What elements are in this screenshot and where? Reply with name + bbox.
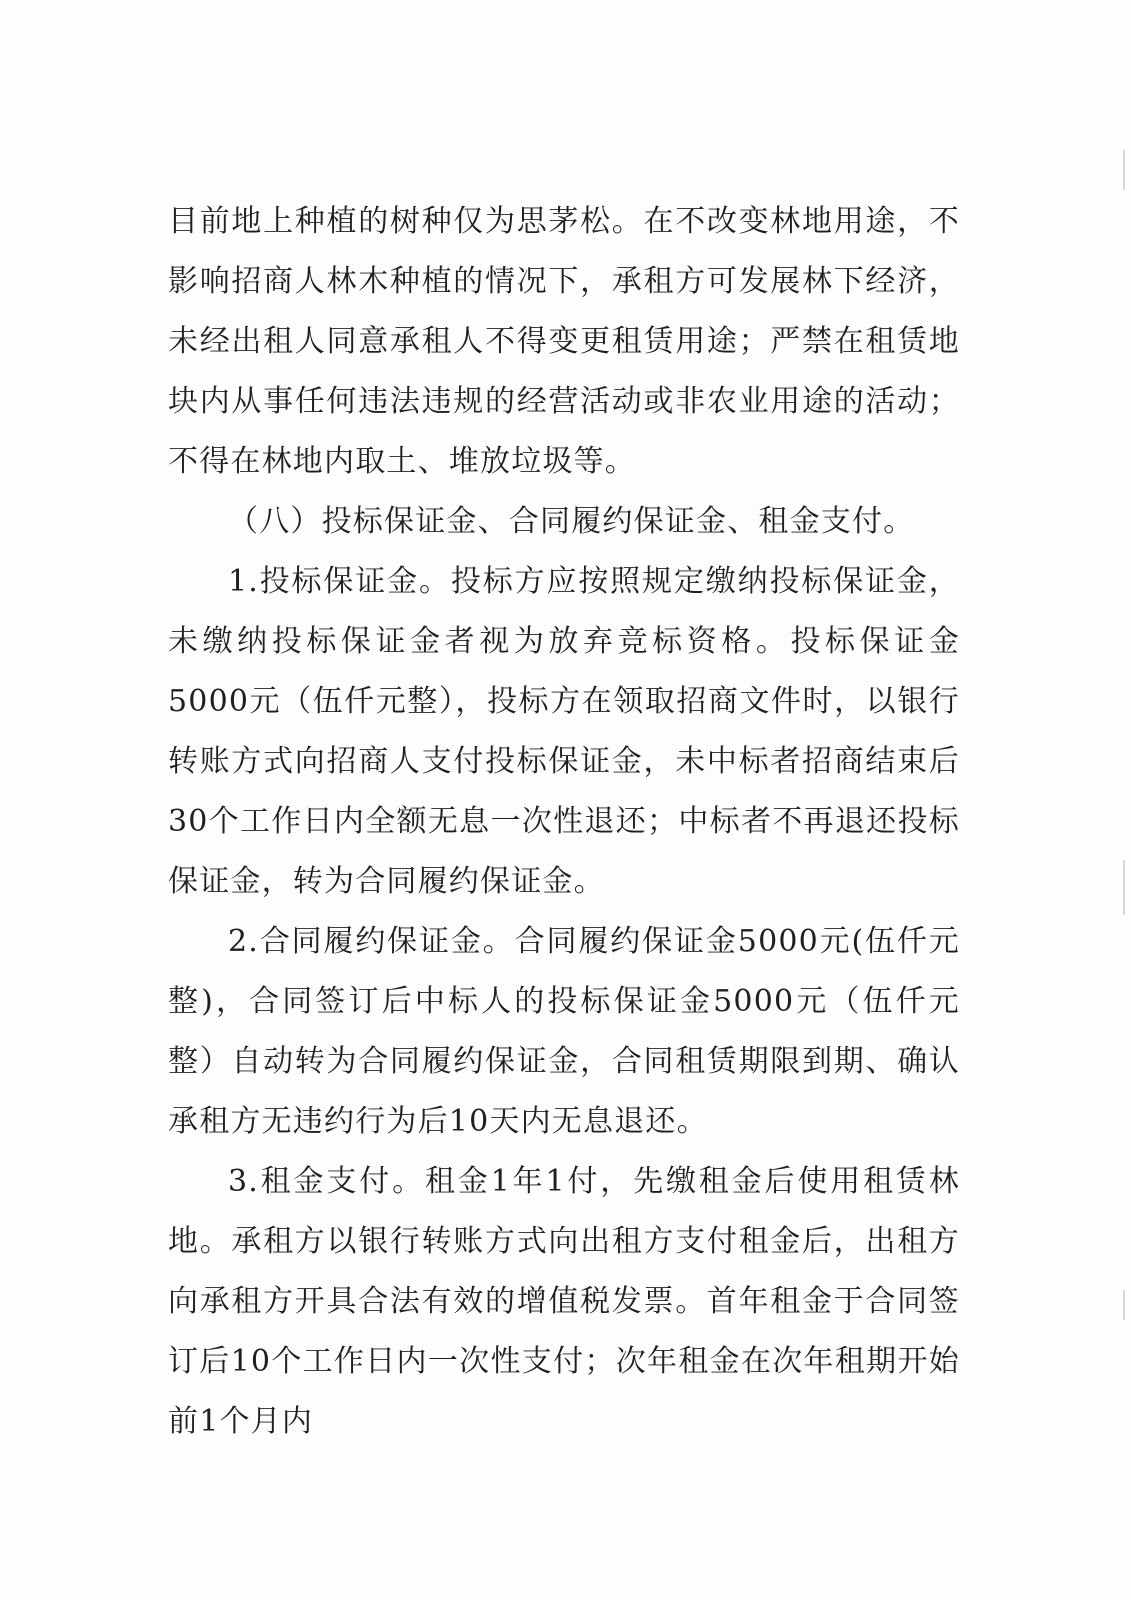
paragraph-bid-deposit: 1.投标保证金。投标方应按照规定缴纳投标保证金，未缴纳投标保证金者视为放弃竞标资格。投标保证金5000元（伍仟元整），投标方在领取招商文件时，以银行转账方式向招商人支付投标保证金，未中标者招商结束后30个工作日内全额无息一次性退还；中标者不再退还投标保证金，转为合同履约保证金。 [168,564,960,899]
scan-edge-mark [1123,860,1125,915]
scan-edge-mark [1123,150,1125,190]
paragraph-performance-deposit: 2.合同履约保证金。合同履约保证金5000元(伍仟元整)，合同签订后中标人的投标保证金5000元（伍仟元整）自动转为合同履约保证金，合同租赁期限到期、确认承租方无违约行为后10天内无息退还。 [168,924,960,1139]
paragraph-land-use-restrictions: 目前地上种植的树种仅为思茅松。在不改变林地用途，不影响招商人林木种植的情况下，承租方可发展林下经济，未经出租人同意承租人不得变更租赁用途；严禁在租赁地块内从事任何违法违规的经营活动或非农业用途的活动；不得在林地内取土、堆放垃圾等。 [168,204,960,479]
section-heading-deposits-rent: （八）投标保证金、合同履约保证金、租金支付。 [228,504,915,539]
document-body [168,192,960,1452]
paragraph-rent-payment: 3.租金支付。租金1年1付，先缴租金后使用租赁林地。承租方以银行转账方式向出租方支付租金后，出租方向承租方开具合法有效的增值税发票。首年租金于合同签订后10个工作日内一次性支付；次年租金在次年租期开始前1个月内 [168,1164,960,1439]
scan-edge-mark [1123,1290,1125,1320]
